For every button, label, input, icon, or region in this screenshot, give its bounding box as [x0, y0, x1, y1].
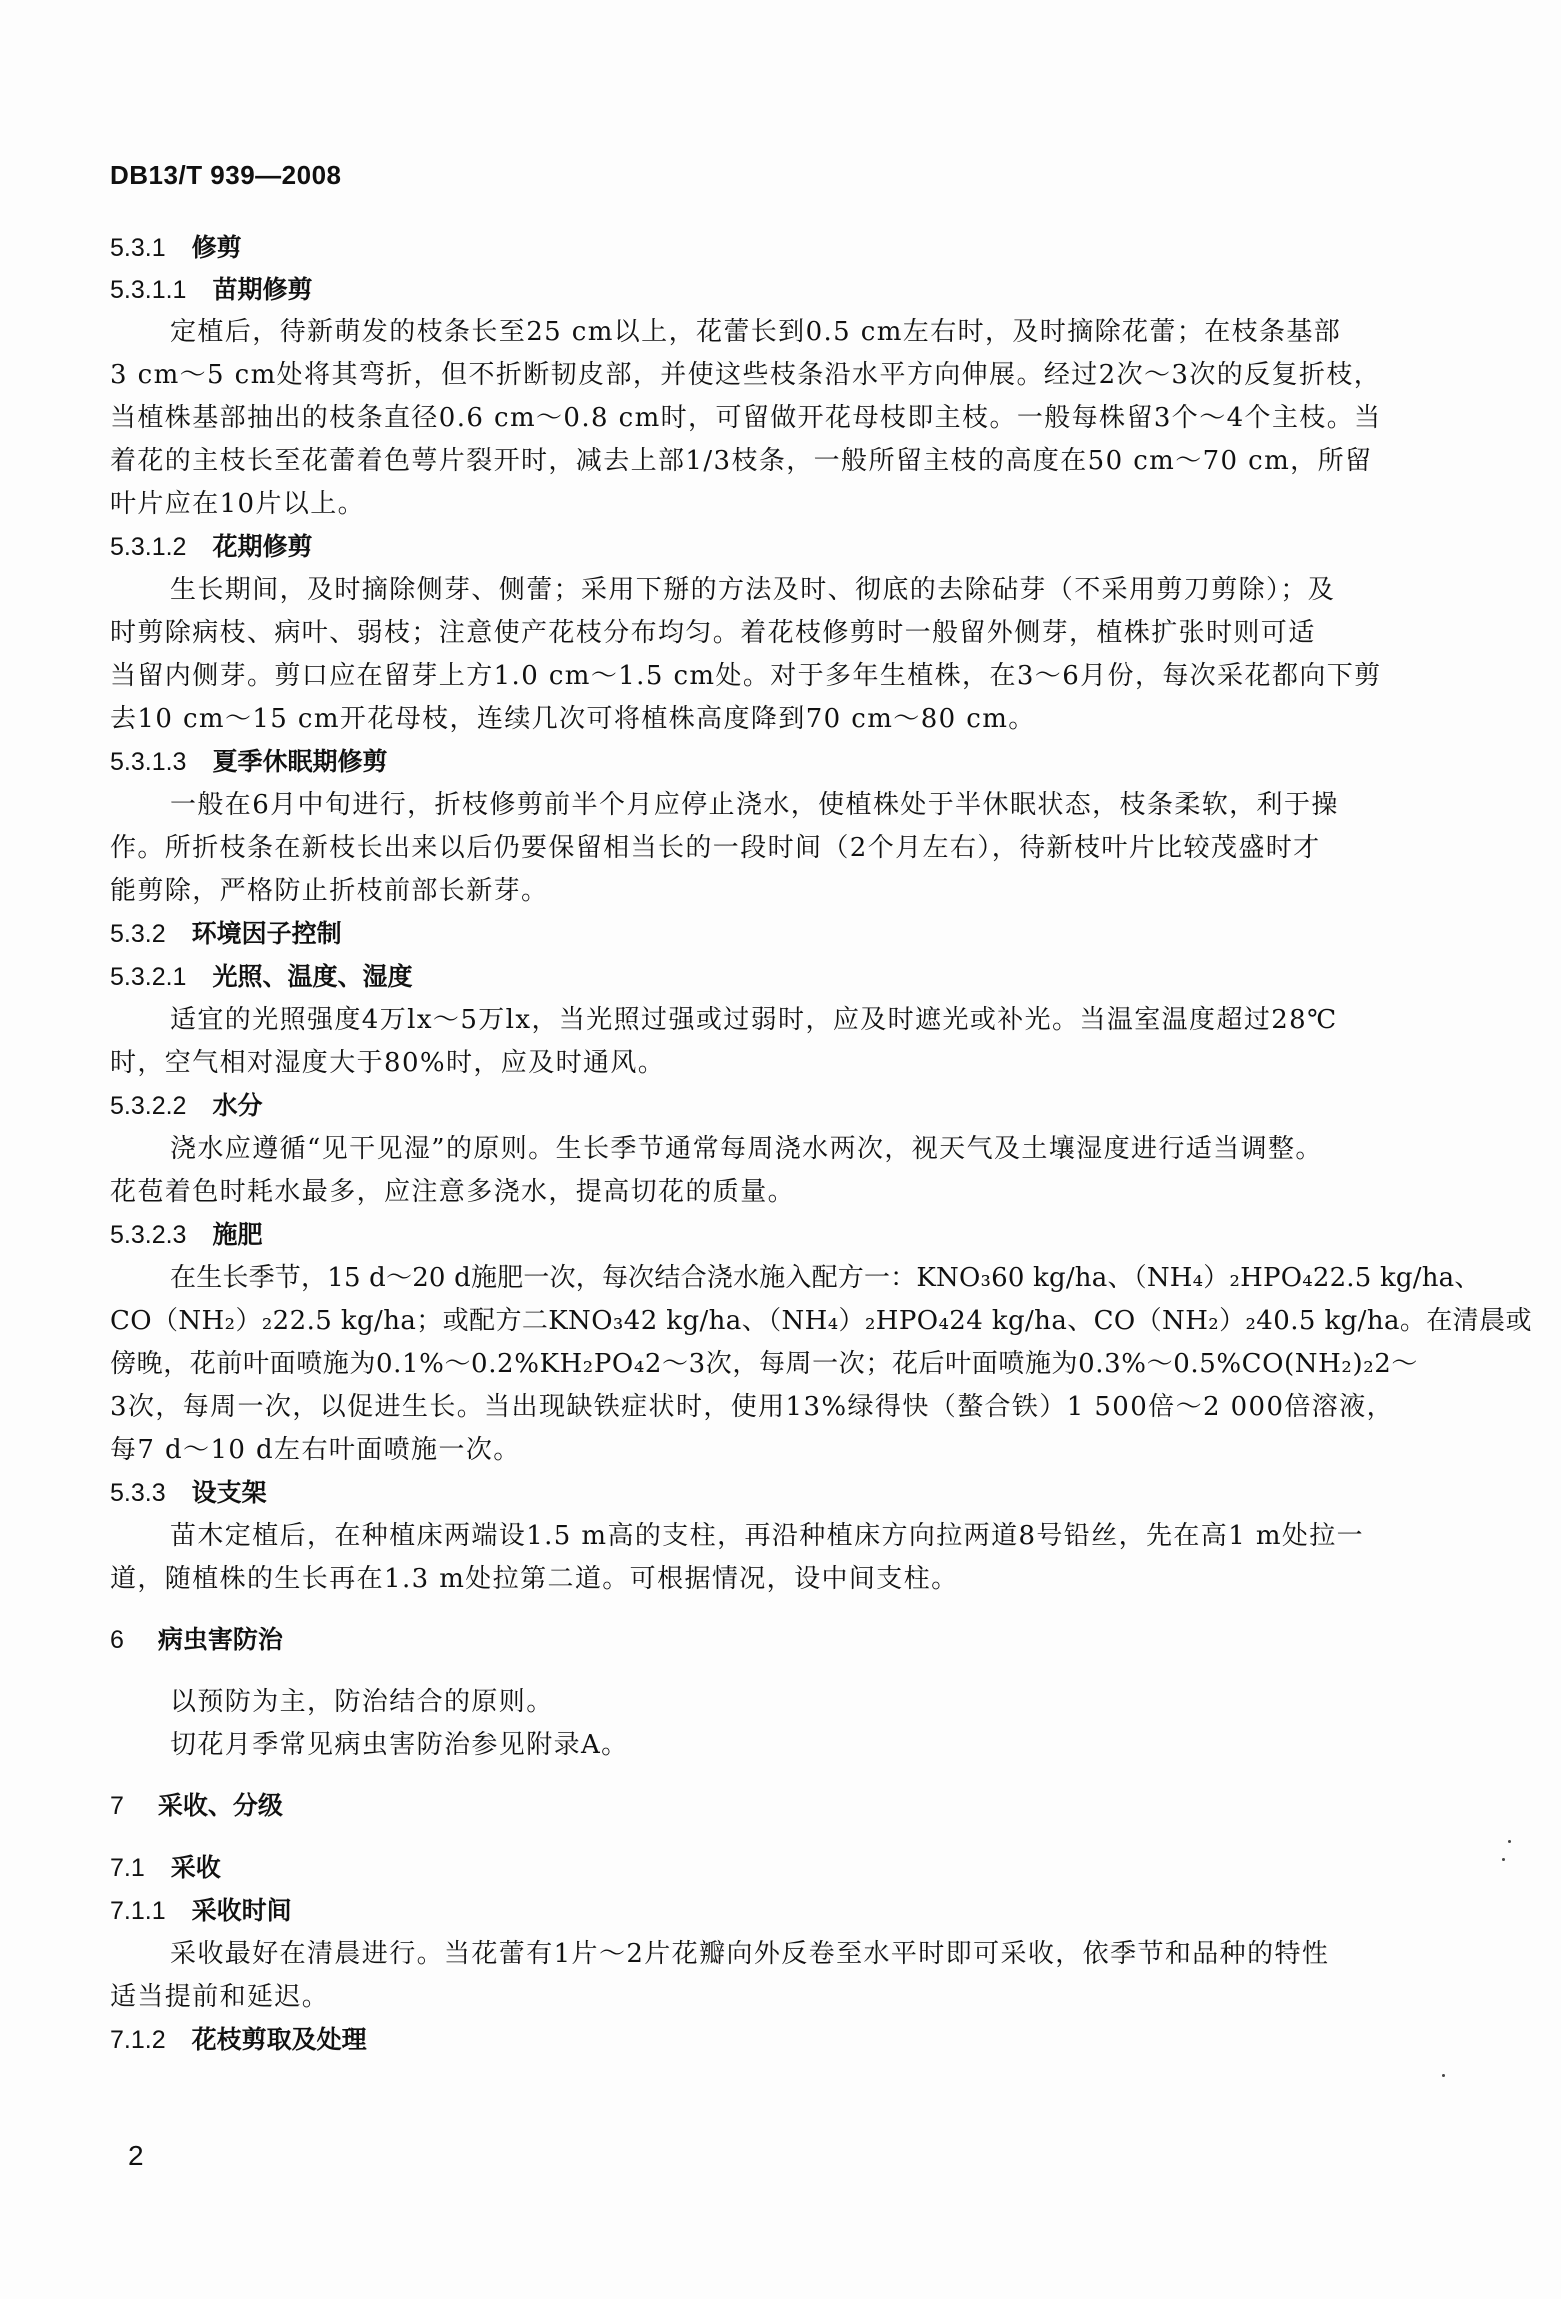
- paragraph-line: CO（NH₂）₂22.5 kg/ha；或配方二KNO₃42 kg/ha、（NH₄）₂HPO₄24 kg/ha、CO（NH₂）₂40.5 kg/ha。在清晨或: [110, 1306, 1532, 1336]
- paragraph-line: 去10 cm～15 cm开花母枝，连续几次可将植株高度降到70 cm～80 cm。: [110, 704, 1036, 734]
- heading-7-1-2: 7.1.2 花枝剪取及处理: [110, 2025, 367, 2054]
- paragraph-line: 3次，每周一次，以促进生长。当出现缺铁症状时，使用13%绿得快（螯合铁）1 500倍～2 000倍溶液，: [110, 1392, 1394, 1422]
- heading-7-1: 7.1 采收: [110, 1853, 221, 1882]
- heading-5-3-3: 5.3.3 设支架: [110, 1478, 267, 1507]
- standard-code: DB13/T 939—2008: [110, 160, 342, 190]
- heading-5-3-1-3: 5.3.1.3 夏季休眠期修剪: [110, 747, 388, 776]
- paragraph-line: 适当提前和延迟。: [110, 1982, 330, 2012]
- paragraph-line: 作。所折枝条在新枝长出来以后仍要保留相当长的一段时间（2个月左右），待新枝叶片比较茂盛时才: [110, 833, 1321, 863]
- heading-5-3-2-2: 5.3.2.2 水分: [110, 1091, 263, 1120]
- paragraph-line: 浇水应遵循“见干见湿”的原则。生长季节通常每周浇水两次，视天气及土壤湿度进行适当调整。: [170, 1134, 1323, 1164]
- paragraph-line: 在生长季节，15 d～20 d施肥一次，每次结合浇水施入配方一：KNO₃60 kg/ha、（NH₄）₂HPO₄22.5 kg/ha、: [170, 1263, 1481, 1293]
- paragraph-line: 采收最好在清晨进行。当花蕾有1片～2片花瓣向外反卷至水平时即可采收，依季节和品种的特性: [170, 1939, 1330, 1969]
- heading-6: 6 病虫害防治: [110, 1625, 283, 1654]
- paragraph-line: 3 cm～5 cm处将其弯折，但不折断韧皮部，并使这些枝条沿水平方向伸展。经过2次～3次的反复折枝，: [110, 360, 1382, 390]
- paragraph-line: 生长期间，及时摘除侧芽、侧蕾；采用下掰的方法及时、彻底的去除砧芽（不采用剪刀剪除）；及: [170, 575, 1336, 605]
- paragraph-line: 时，空气相对湿度大于80%时，应及时通风。: [110, 1048, 666, 1078]
- heading-5-3-1-2: 5.3.1.2 花期修剪: [110, 532, 313, 561]
- heading-7: 7 采收、分级: [110, 1791, 283, 1820]
- paragraph-line: 定植后，待新萌发的枝条长至25 cm以上，花蕾长到0.5 cm左右时，及时摘除花蕾；在枝条基部: [170, 317, 1342, 347]
- paragraph-line: 时剪除病枝、病叶、弱枝；注意使产花枝分布均匀。着花枝修剪时一般留外侧芽，植株扩张时则可适: [110, 618, 1316, 648]
- scan-speck: [1502, 1858, 1505, 1861]
- paragraph-line: 苗木定植后，在种植床两端设1.5 m高的支柱，再沿种植床方向拉两道8号铅丝，先在高1 m处拉一: [170, 1521, 1365, 1551]
- paragraph-line: 花苞着色时耗水最多，应注意多浇水，提高切花的质量。: [110, 1177, 796, 1207]
- paragraph-line: 切花月季常见病虫害防治参见附录A。: [170, 1730, 629, 1760]
- heading-5-3-2-1: 5.3.2.1 光照、温度、湿度: [110, 962, 413, 991]
- paragraph-line: 当留内侧芽。剪口应在留芽上方1.0 cm～1.5 cm处。对于多年生植株，在3～6月份，每次采花都向下剪: [110, 661, 1382, 691]
- page-number: 2: [128, 2140, 144, 2171]
- paragraph-line: 叶片应在10片以上。: [110, 489, 366, 519]
- paragraph-line: 傍晚，花前叶面喷施为0.1%～0.2%KH₂PO₄2～3次，每周一次；花后叶面喷施为0.3%～0.5%CO(NH₂)₂2～: [110, 1349, 1418, 1379]
- paragraph-line: 能剪除，严格防止折枝前部长新芽。: [110, 876, 549, 906]
- paragraph-line: 道，随植株的生长再在1.3 m处拉第二道。可根据情况，设中间支柱。: [110, 1564, 959, 1594]
- heading-5-3-1: 5.3.1 修剪: [110, 233, 242, 262]
- scan-speck: [1442, 2074, 1445, 2077]
- heading-5-3-1-1: 5.3.1.1 苗期修剪: [110, 275, 313, 304]
- paragraph-line: 适宜的光照强度4万lx～5万lx，当光照过强或过弱时，应及时遮光或补光。当温室温度超过28℃: [170, 1005, 1338, 1035]
- heading-7-1-1: 7.1.1 采收时间: [110, 1896, 292, 1925]
- paragraph-line: 着花的主枝长至花蕾着色萼片裂开时，减去上部1/3枝条，一般所留主枝的高度在50 cm～70 cm，所留: [110, 446, 1373, 476]
- heading-5-3-2-3: 5.3.2.3 施肥: [110, 1220, 263, 1249]
- paragraph-line: 每7 d～10 d左右叶面喷施一次。: [110, 1435, 521, 1465]
- scan-speck: [1508, 1840, 1511, 1843]
- paragraph-line: 以预防为主，防治结合的原则。: [170, 1687, 554, 1717]
- paragraph-line: 当植株基部抽出的枝条直径0.6 cm～0.8 cm时，可留做开花母枝即主枝。一般每株留3个～4个主枝。当: [110, 403, 1382, 433]
- paragraph-line: 一般在6月中旬进行，折枝修剪前半个月应停止浇水，使植株处于半休眠状态，枝条柔软，利于操: [170, 790, 1339, 820]
- heading-5-3-2: 5.3.2 环境因子控制: [110, 919, 342, 948]
